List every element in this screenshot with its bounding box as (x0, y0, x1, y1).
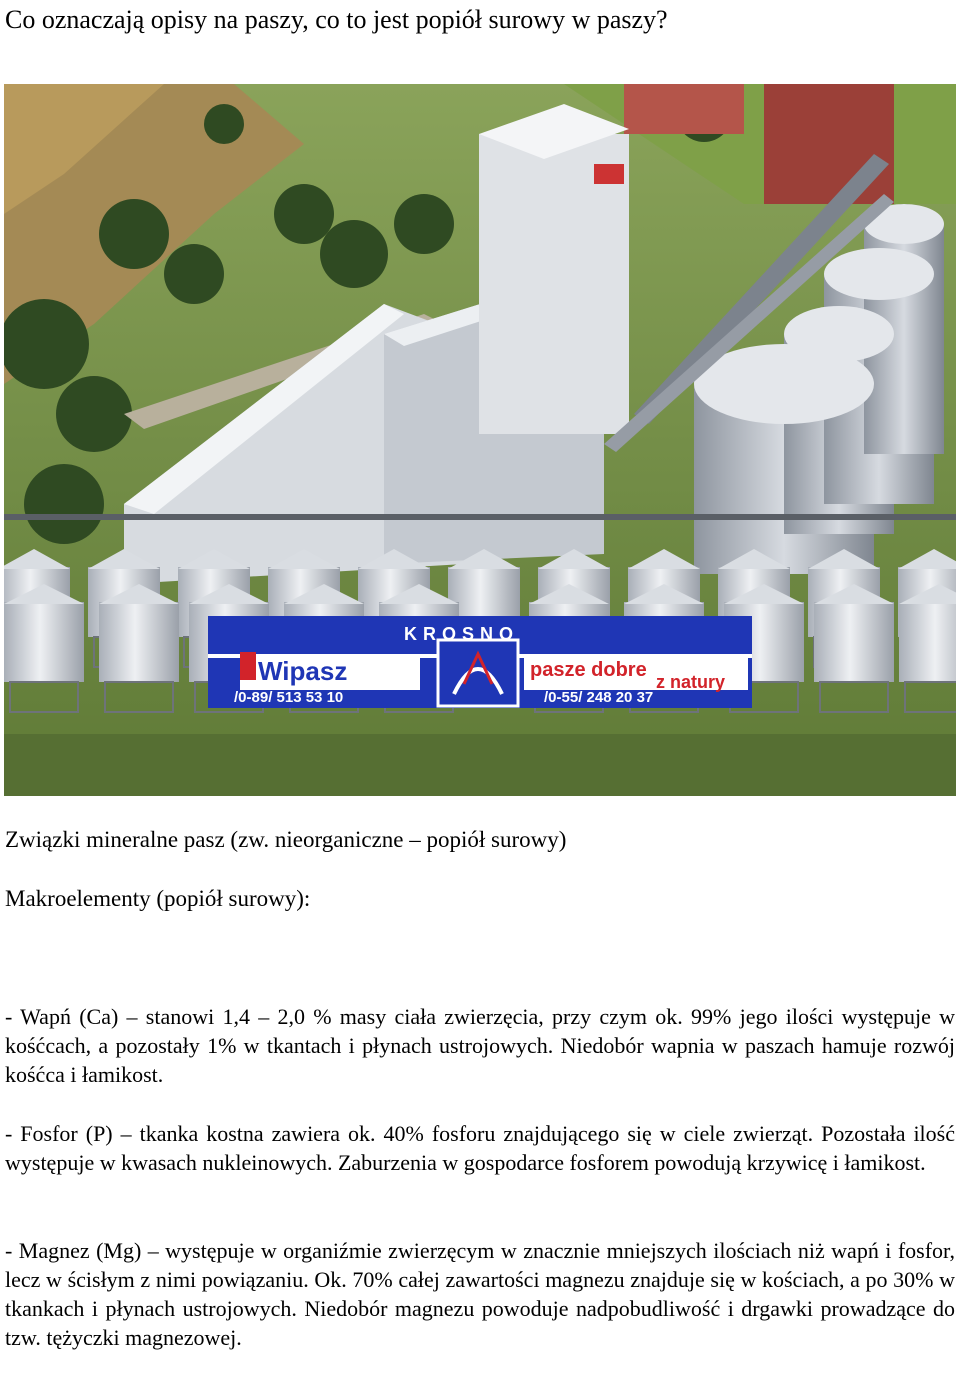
paragraph-magnesium: - Magnez (Mg) – występuje w organiźmie zwierzęcym w znacznie mniejszych ilościach niż wapń i fosfor, lecz w ścisłym z nimi powiązaniu. Ok. 70% całej zawartości magnezu znajduje się w kościach, a po 30% w tkankach i płynach ustrojowych. Niedobór magnezu powoduje nadpobudliwość i drgawki prowadzące do tzw. tężyczki magnezowej. (5, 1238, 955, 1350)
section-heading: Związki mineralne pasz (zw. nieorganiczne – popiół surowy) (5, 827, 567, 852)
banner-slogan-1: pasze dobre (530, 659, 647, 681)
paragraph-phosphorus: - Fosfor (P) – tkanka kostna zawiera ok. 40% fosforu znajdującego się w ciele zwierząt. Pozostała ilość występuje w kwasach nukleinowych. Zaburzenia w gospodarce fosforem powodują krzywicę i łamikost. (5, 1121, 955, 1175)
subheading: Makroelementy (popiół surowy): (5, 886, 311, 911)
banner-slogan-2: z natury (656, 672, 726, 692)
feed-mill-photo (4, 84, 956, 796)
banner-city: KROSNO (404, 624, 520, 644)
banner-brand: Wipasz (258, 656, 348, 686)
banner-phone-left: /0-89/ 513 53 10 (234, 689, 344, 706)
banner-phone-right: /0-55/ 248 20 37 (544, 689, 654, 706)
paragraph-calcium: - Wapń (Ca) – stanowi 1,4 – 2,0 % masy ciała zwierzęcia, przy czym ok. 99% jego ilości występuje w kośćcach, a pozostały 1% w tkantach i płynach ustrojowych. Niedobór wapnia w paszach hamuje rozwój kośćca i łamikost. (5, 1004, 955, 1087)
page-title: Co oznaczają opisy na paszy, co to jest popiół surowy w paszy? (5, 5, 668, 34)
wipasz-banner (208, 616, 752, 708)
